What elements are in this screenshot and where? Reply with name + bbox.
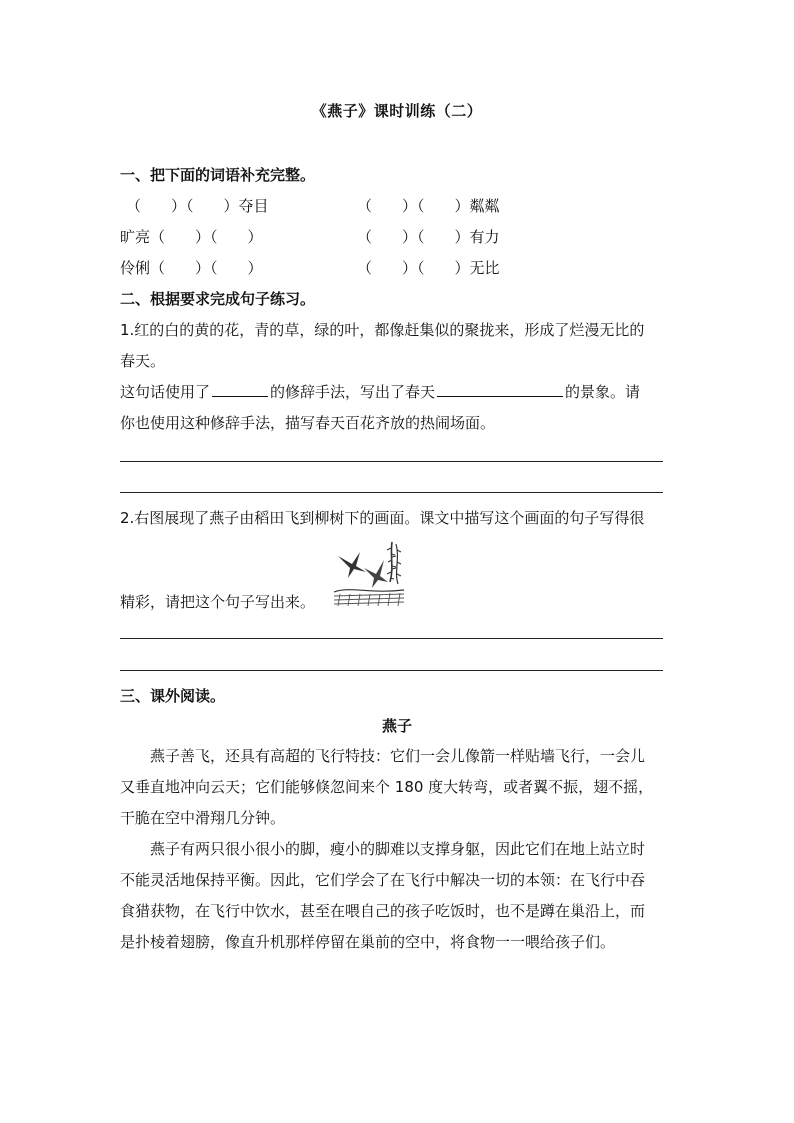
q1-question-part3: 的景象。请	[565, 383, 641, 401]
q1-instruction-line: 你也使用这种修辞手法，描写春天百花齐放的热闹场面。	[120, 414, 496, 432]
section3-heading: 三、课外阅读。	[120, 687, 226, 705]
q2-answer-line-2[interactable]	[120, 670, 663, 671]
fill-word-row2-right: （ ）（ ）有力	[357, 228, 500, 246]
passage-paragraph-2	[120, 834, 686, 958]
q2-answer-line-1[interactable]	[120, 638, 663, 639]
q1-question-part2: 的修辞手法，写出了春天	[270, 383, 436, 401]
section1-heading: 一、把下面的词语补充完整。	[120, 166, 316, 184]
fill-word-row1-right: （ ）（ ）粼粼	[357, 197, 500, 215]
fill-word-row2-left: 旷亮（ ）（ ）	[120, 228, 263, 246]
q2-line2: 精彩，请把这个句子写出来。	[120, 593, 316, 611]
q1-sentence-line2: 春天。	[120, 352, 166, 370]
page-title: 《燕子》课时训练（二）	[311, 102, 483, 120]
q2-line1: 2.右图展现了燕子由稻田飞到柳树下的画面。课文中描写这个画面的句子写得很	[120, 509, 645, 527]
passage-paragraph-1	[120, 741, 686, 834]
fill-word-row3-left: 伶俐（ ）（ ）	[120, 259, 263, 277]
paragraph1-line1: 燕子善飞，还具有高超的飞行特技：它们一会儿像箭一样贴墙飞行，一会儿	[120, 747, 646, 765]
q1-sentence-line1: 1.红的白的黄的花，青的草，绿的叶，都像赶集似的聚拢来，形成了烂漫无比的	[120, 321, 645, 339]
paragraph2-line3: 食猎获物，在飞行中饮水，甚至在喂自己的孩子吃饭时，也不是蹲在巢沿上，而	[120, 902, 646, 920]
swallow-illustration-icon	[330, 538, 408, 608]
fill-word-row3-right: （ ）（ ）无比	[357, 259, 500, 277]
paragraph1-line3: 干脆在空中滑翔几分钟。	[120, 809, 286, 827]
paragraph2-line1: 燕子有两只很小很小的脚，瘦小的脚难以支撑身躯，因此它们在地上站立时	[120, 840, 646, 858]
q1-question-part1: 这句话使用了	[120, 383, 211, 401]
passage-title: 燕子	[381, 717, 412, 735]
paragraph1-line2: 又垂直地冲向云天；它们能够倏忽间来个 180 度大转弯，或者翼不振，翅不摇，	[120, 778, 654, 796]
q1-answer-line-1[interactable]	[120, 461, 663, 462]
fill-word-row1-left: （ ）（ ）夺目	[126, 197, 269, 215]
rhetoric-blank[interactable]	[212, 382, 268, 397]
scene-blank[interactable]	[437, 382, 563, 397]
q1-answer-line-2[interactable]	[120, 492, 663, 493]
paragraph2-line2: 不能灵活地保持平衡。因此，它们学会了在飞行中解决一切的本领：在飞行中吞	[120, 871, 646, 889]
paragraph2-line4: 是扑棱着翅膀，像直升机那样停留在巢前的空中，将食物一一喂给孩子们。	[120, 933, 616, 951]
q1-question-line	[120, 382, 640, 402]
section2-heading: 二、根据要求完成句子练习。	[120, 290, 316, 308]
